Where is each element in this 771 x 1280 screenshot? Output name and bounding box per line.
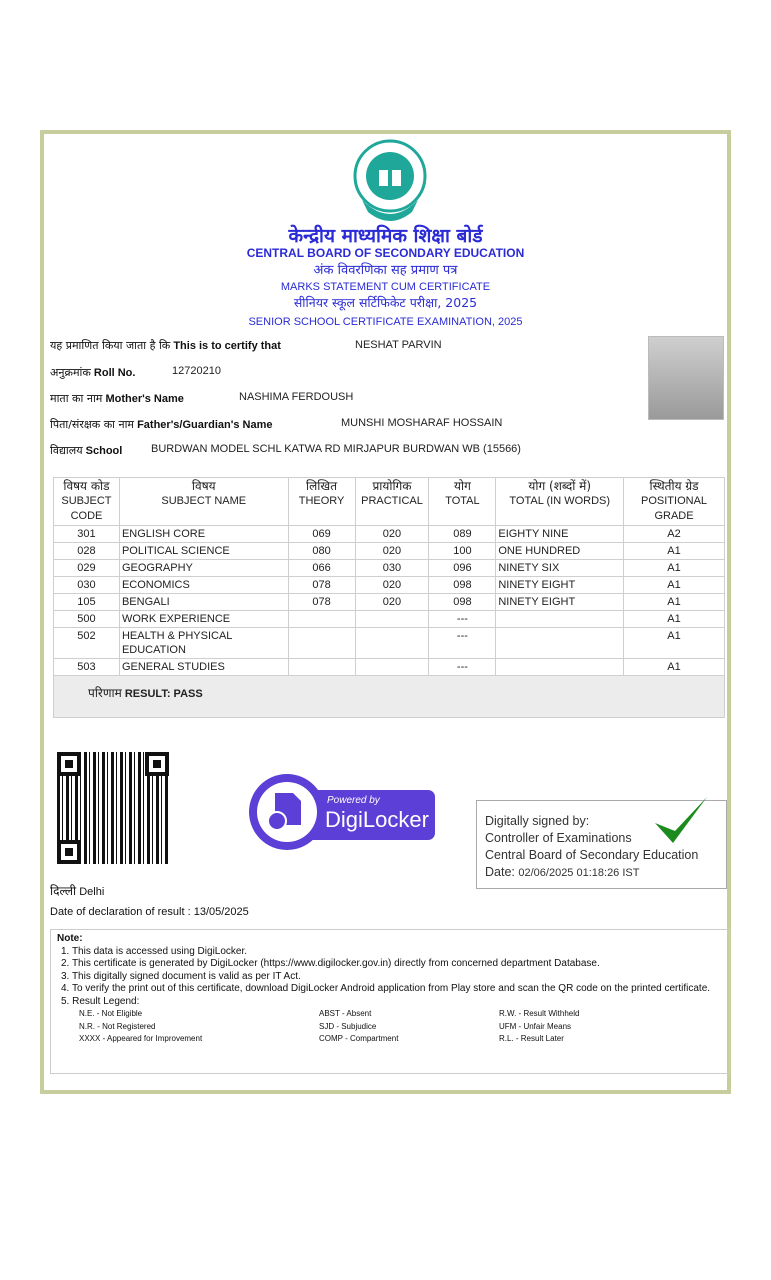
table-cell: 030	[355, 560, 429, 577]
digital-signature-box: Digitally signed by: Controller of Examinations Central Board of Secondary Education Date: 02/06/2025 01:18:26 IST	[476, 800, 727, 889]
table-cell: 502	[54, 628, 120, 659]
table-cell	[496, 659, 624, 676]
table-cell	[496, 628, 624, 659]
legend-item: R.L. - Result Later	[499, 1034, 564, 1043]
check-icon	[653, 795, 709, 847]
result: परिणाम RESULT: PASS	[54, 676, 725, 718]
table-cell: A1	[624, 611, 725, 628]
table-cell: 028	[54, 543, 120, 560]
table-row	[54, 577, 725, 594]
table-cell: A2	[624, 526, 725, 543]
table-cell: A1	[624, 659, 725, 676]
table-cell: 098	[429, 577, 496, 594]
column-header: स्थितीय ग्रेड POSITIONAL GRADE	[624, 478, 725, 526]
table-cell: 066	[288, 560, 355, 577]
legend-item: R.W. - Result Withheld	[499, 1009, 580, 1018]
column-header: योग TOTAL	[429, 478, 496, 526]
cbse-logo	[352, 138, 428, 224]
notes-box: Note: 1. This data is accessed using DigiLocker. 2. This certificate is generated by DigiLocker (https://www.digilocker.gov.in) directly from concerned department Database. 3. This digitally signed document is valid as per IT Act. 4. To verify the print out of this certificate, download DigiLocker Android application from Play store and scan the QR code on the printed certificate. 5. Result Legend: N.E. - Not Eligible ABST - Absent R.W. - Result Withheld N.R. - Not Registered SJD - Subjudice UFM - Unfair Means XXXX - Appeared for Improvement COMP - Compartment R.L. - Result Later	[50, 929, 730, 1074]
declaration-date: Date of declaration of result : 13/05/2025	[50, 906, 249, 918]
table-cell	[496, 611, 624, 628]
roll-number: 12720210	[172, 365, 221, 377]
table-cell: 029	[54, 560, 120, 577]
column-header: लिखित THEORY	[288, 478, 355, 526]
legend-item: XXXX - Appeared for Improvement	[79, 1034, 203, 1043]
table-cell: HEALTH & PHYSICAL EDUCATION	[119, 628, 288, 659]
table-cell: ECONOMICS	[119, 577, 288, 594]
document-title-hindi: अंक विवरणिका सह प्रमाण पत्र	[313, 263, 458, 278]
table-cell: 020	[355, 577, 429, 594]
table-cell	[355, 659, 429, 676]
table-cell: 078	[288, 594, 355, 611]
student-name: NESHAT PARVIN	[355, 339, 442, 351]
table-cell: 105	[54, 594, 120, 611]
table-cell: 500	[54, 611, 120, 628]
legend-item: COMP - Compartment	[319, 1034, 399, 1043]
table-cell: 301	[54, 526, 120, 543]
student-photo	[648, 336, 724, 420]
column-header: प्रायोगिक PRACTICAL	[355, 478, 429, 526]
note-item: 3. This digitally signed document is valid as per IT Act.	[61, 970, 301, 982]
table-cell: 098	[429, 594, 496, 611]
table-row	[54, 594, 725, 611]
table-cell: NINETY EIGHT	[496, 594, 624, 611]
school-label: विद्यालय School	[50, 444, 123, 457]
school-name: BURDWAN MODEL SCHL KATWA RD MIRJAPUR BURDWAN WB (15566)	[151, 443, 521, 455]
table-cell	[355, 611, 429, 628]
legend-item: ABST - Absent	[319, 1009, 372, 1018]
table-cell: EIGHTY NINE	[496, 526, 624, 543]
table-row	[54, 560, 725, 577]
table-cell: ONE HUNDRED	[496, 543, 624, 560]
roll-label: अनुक्रमांक Roll No.	[50, 366, 136, 379]
table-cell: BENGALI	[119, 594, 288, 611]
table-cell: POLITICAL SCIENCE	[119, 543, 288, 560]
table-cell	[355, 628, 429, 659]
exam-name: SENIOR SCHOOL CERTIFICATE EXAMINATION, 2025	[248, 316, 523, 328]
column-header: विषय SUBJECT NAME	[119, 478, 288, 526]
legend-item: UFM - Unfair Means	[499, 1021, 572, 1031]
table-cell: 080	[288, 543, 355, 560]
table-cell: 069	[288, 526, 355, 543]
table-cell: 020	[355, 594, 429, 611]
table-cell: 100	[429, 543, 496, 560]
table-cell: ---	[429, 611, 496, 628]
board-name: CENTRAL BOARD OF SECONDARY EDUCATION	[246, 246, 525, 260]
table-cell: A1	[624, 594, 725, 611]
qr-code[interactable]	[57, 752, 169, 864]
table-row	[54, 628, 725, 659]
note-item: 4. To verify the print out of this certificate, download DigiLocker Android application from Play store and scan the QR code on the printed certificate.	[61, 983, 711, 994]
table-cell: 078	[288, 577, 355, 594]
marks-certificate	[40, 130, 731, 1094]
table-row	[54, 543, 725, 560]
digilocker-logo: Powered by DigiLocker	[247, 773, 436, 852]
column-header: योग (शब्दों में) TOTAL (IN WORDS)	[496, 478, 624, 526]
legend-item: N.E. - Not Eligible	[79, 1009, 143, 1018]
table-cell	[288, 628, 355, 659]
table-row	[54, 611, 725, 628]
table-cell	[288, 659, 355, 676]
table-cell: 096	[429, 560, 496, 577]
note-item: 5. Result Legend:	[61, 995, 140, 1007]
table-cell: GENERAL STUDIES	[119, 659, 288, 676]
table-cell: 089	[429, 526, 496, 543]
note-item: 2. This certificate is generated by DigiLocker (https://www.digilocker.gov.in) directly from concerned department Database.	[61, 958, 600, 969]
table-cell: WORK EXPERIENCE	[119, 611, 288, 628]
document-title: MARKS STATEMENT CUM CERTIFICATE	[280, 281, 491, 293]
table-cell: 020	[355, 543, 429, 560]
table-cell: A1	[624, 543, 725, 560]
table-cell: NINETY EIGHT	[496, 577, 624, 594]
legend-item: N.R. - Not Registered	[79, 1021, 156, 1031]
column-header: विषय कोड SUBJECT CODE	[54, 478, 120, 526]
table-row	[54, 659, 725, 676]
table-cell: 020	[355, 526, 429, 543]
table-cell: A1	[624, 560, 725, 577]
table-cell: A1	[624, 577, 725, 594]
table-cell: ---	[429, 628, 496, 659]
table-cell: 503	[54, 659, 120, 676]
mother-name: NASHIMA FERDOUSH	[239, 391, 354, 403]
exam-name-hindi: सीनियर स्कूल सर्टिफिकेट परीक्षा, 2025	[293, 295, 478, 310]
table-row	[54, 526, 725, 543]
mother-label: माता का नाम Mother's Name	[50, 392, 184, 405]
place: दिल्ली Delhi	[50, 884, 105, 898]
table-cell: NINETY SIX	[496, 560, 624, 577]
table-cell	[288, 611, 355, 628]
note-item: 1. This data is accessed using DigiLocker.	[61, 945, 248, 957]
table-cell: ---	[429, 659, 496, 676]
table-cell: 030	[54, 577, 120, 594]
table-cell: ENGLISH CORE	[119, 526, 288, 543]
table-cell: GEOGRAPHY	[119, 560, 288, 577]
certify-label: यह प्रमाणित किया जाता है कि This is to certify that	[50, 339, 281, 352]
board-name-hindi: केन्द्रीय माध्यमिक शिक्षा बोर्ड	[288, 225, 483, 247]
father-name: MUNSHI MOSHARAF HOSSAIN	[341, 417, 503, 429]
table-cell: A1	[624, 628, 725, 659]
marks-table	[53, 477, 725, 718]
legend-item: SJD - Subjudice	[319, 1021, 377, 1031]
father-label: पिता/संरक्षक का नाम Father's/Guardian's Name	[50, 418, 273, 431]
